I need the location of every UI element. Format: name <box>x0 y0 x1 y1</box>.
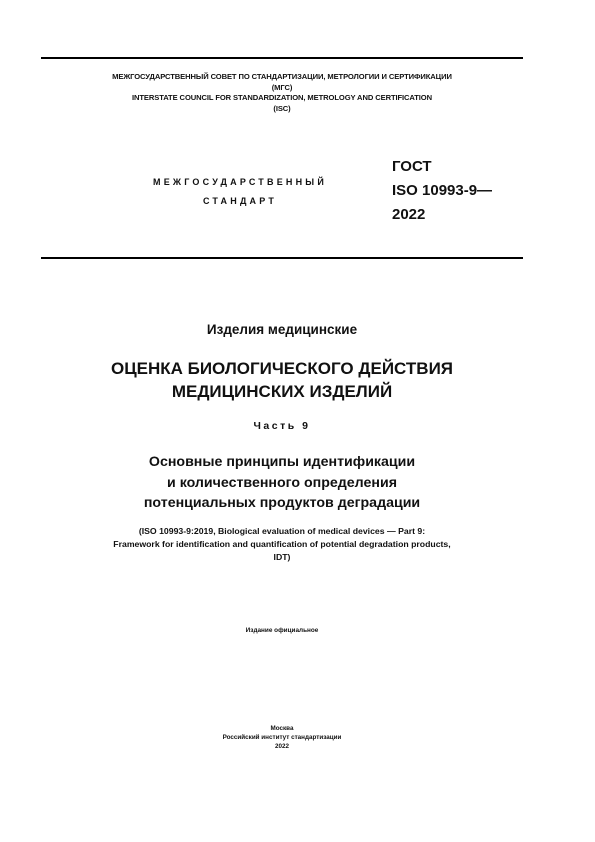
edition-note <box>41 627 523 634</box>
council-abbr-en: (ISC) <box>273 103 291 113</box>
subtitle-line3: потенциальных продуктов деградации <box>143 495 421 511</box>
top-rule <box>41 57 523 59</box>
main-title <box>41 357 523 403</box>
standard-code-prefix: ГОСТ <box>392 158 432 175</box>
council-abbr-ru: (МГС) <box>271 82 293 92</box>
iso-reference-line1: (ISO 10993-9:2019, Biological evaluation of medical devices — Part 9: <box>138 526 426 536</box>
subtitle-line1: Основные принципы идентификации <box>148 454 416 470</box>
title-prefix <box>41 322 523 337</box>
standard-code-year: 2022 <box>392 206 426 223</box>
standard-type <box>115 173 365 211</box>
council-header <box>41 72 523 114</box>
standard-code-number: ISO 10993-9— <box>392 182 493 199</box>
standard-code <box>392 155 492 227</box>
part-label <box>41 420 523 432</box>
imprint <box>41 724 523 751</box>
iso-reference-line3: IDT) <box>273 551 291 562</box>
standard-type-line2: СТАНДАРТ <box>202 196 278 206</box>
subtitle-line2: и количественного определения <box>167 474 397 491</box>
imprint-city: Москва <box>270 725 294 732</box>
iso-reference <box>41 525 523 563</box>
subtitle <box>41 452 523 514</box>
council-name-ru: МЕЖГОСУДАРСТВЕННЫЙ СОВЕТ ПО СТАНДАРТИЗАЦИИ, МЕТРОЛОГИИ И СЕРТИФИКАЦИИ <box>112 72 452 81</box>
edition-note-text: Издание официальное <box>245 627 319 634</box>
imprint-year: 2022 <box>274 743 289 750</box>
title-prefix-text: Изделия медицинские <box>206 322 358 337</box>
imprint-publisher: Российский институт стандартизации <box>222 734 342 741</box>
main-title-line1: ОЦЕНКА БИОЛОГИЧЕСКОГО ДЕЙСТВИЯ <box>110 359 454 378</box>
iso-reference-line2: Framework for identification and quantification of potential degradation products, <box>113 538 451 549</box>
standard-type-line1: МЕЖГОСУДАРСТВЕННЫЙ <box>153 177 327 187</box>
main-title-line2: МЕДИЦИНСКИХ ИЗДЕЛИЙ <box>171 382 393 401</box>
council-name-en: INTERSTATE COUNCIL FOR STANDARDIZATION, METROLOGY AND CERTIFICATION <box>132 93 432 103</box>
middle-rule <box>41 257 523 259</box>
part-label-text: Часть 9 <box>253 420 311 432</box>
